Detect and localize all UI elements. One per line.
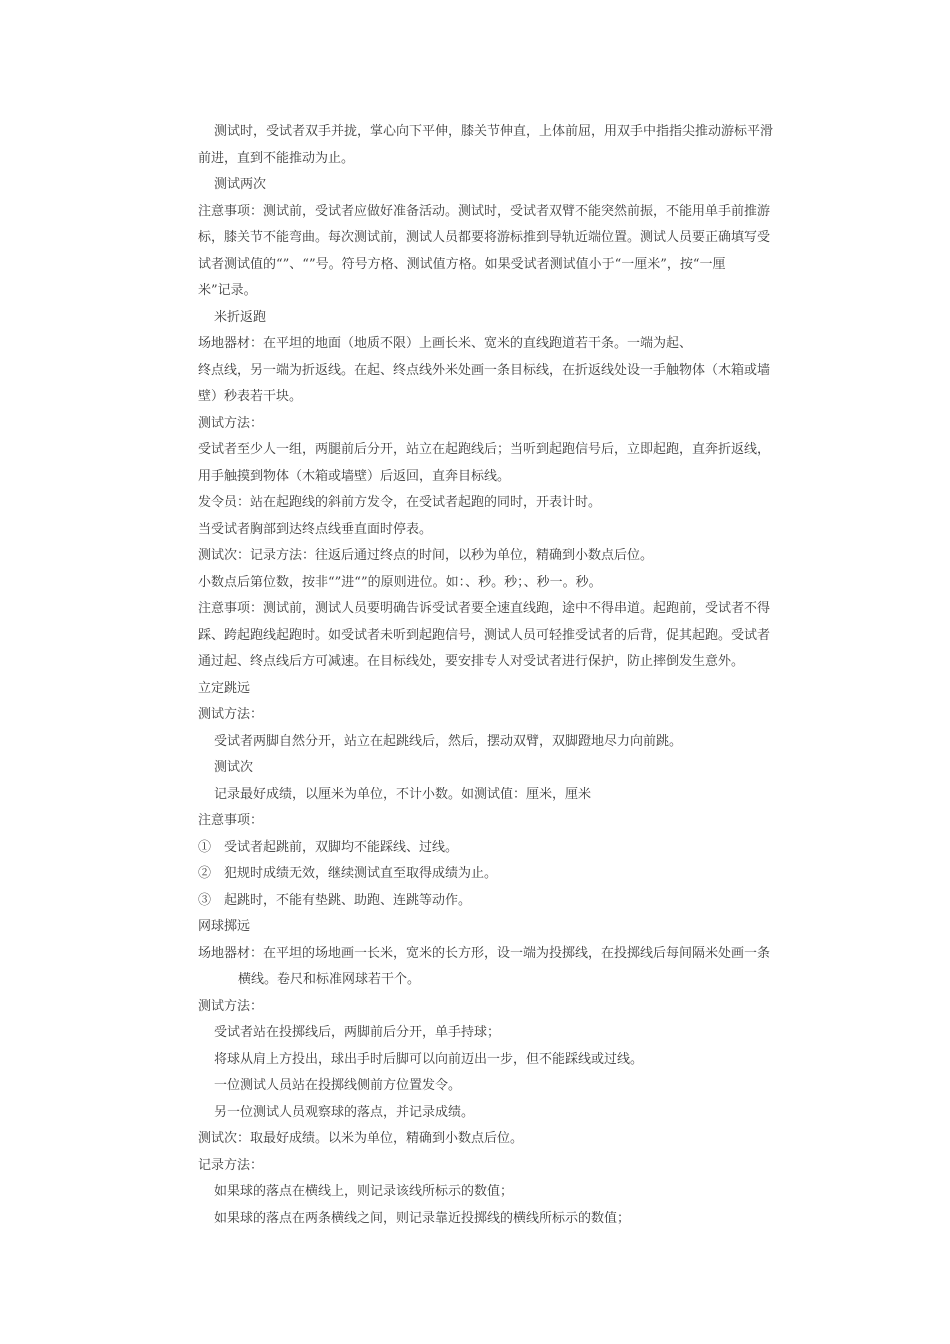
text-line: ③ 起跳时，不能有垫跳、助跑、连跳等动作。 xyxy=(198,892,472,908)
text-line: ② 犯规时成绩无效，继续测试直至取得成绩为止。 xyxy=(198,866,498,881)
text-line: 一位测试人员站在投掷线侧前方位置发令。 xyxy=(214,1078,462,1093)
text-line: 发令员：站在起跑线的斜前方发令，在受试者起跑的同时，开表计时。 xyxy=(198,495,602,510)
text-line: 受试者两脚自然分开，站立在起跳线后，然后，摆动双臂，双脚蹬地尽力向前跳。 xyxy=(214,733,683,749)
text-line: 场地器材：在平坦的场地画一长米，宽米的长方形，设一端为投掷线，在投掷线后每间隔米处画一条 xyxy=(198,945,771,961)
text-line: 注意事项：测试前，受试者应做好准备活动。测试时，受试者双臂不能突然前振，不能用单手前推游 xyxy=(198,203,771,219)
text-line: ① 受试者起跳前，双脚均不能踩线、过线。 xyxy=(198,839,459,855)
text-line: 壁）秒表若干块。 xyxy=(198,389,303,404)
text-line: 标，膝关节不能弯曲。每次测试前，测试人员都要将游标推到导轨近端位置。测试人员要正确填写受 xyxy=(198,230,771,245)
text-line: 注意事项： xyxy=(198,813,264,828)
text-line: 当受试者胸部到达终点线垂直面时停表。 xyxy=(198,521,433,537)
text-line: 踩、跨起跑线起跑时。如受试者未听到起跑信号，测试人员可轻推受试者的后背，促其起跑。受试者 xyxy=(198,627,771,643)
text-line: 用手触摸到物体（木箱或墙壁）后返回，直奔目标线。 xyxy=(198,468,511,484)
text-line: 注意事项：测试前，测试人员要明确告诉受试者要全速直线跑，途中不得串道。起跑前，受试者不得 xyxy=(198,601,771,616)
document-body xyxy=(198,119,810,1232)
text-line: 将球从肩上方投出，球出手时后脚可以向前迈出一步，但不能踩线或过线。 xyxy=(214,1051,644,1067)
text-line: 记录最好成绩，以厘米为单位，不计小数。如测试值：厘米，厘米 xyxy=(214,786,592,802)
text-line: 受试者站在投掷线后，两脚前后分开，单手持球； xyxy=(214,1025,501,1040)
text-line: 场地器材：在平坦的地面（地质不限）上画长米、宽米的直线跑道若干条。一端为起、 xyxy=(198,336,693,351)
text-line: 测试次：记录方法：往返后通过终点的时间，以秒为单位，精确到小数点后位。 xyxy=(198,548,654,563)
text-line: 立定跳远 xyxy=(198,680,251,696)
text-line: 测试方法： xyxy=(198,707,264,722)
text-line: 测试次 xyxy=(214,760,254,775)
text-line: 记录方法： xyxy=(198,1157,264,1173)
text-line: 测试方法： xyxy=(198,415,264,431)
text-line: 如果球的落点在两条横线之间，则记录靠近投掷线的横线所标示的数值； xyxy=(214,1210,631,1226)
text-line: 横线。卷尺和标准网球若干个。 xyxy=(238,972,421,987)
text-line: 另一位测试人员观察球的落点，并记录成绩。 xyxy=(214,1104,475,1120)
text-line: 测试次：取最好成绩。以米为单位，精确到小数点后位。 xyxy=(198,1131,524,1146)
text-line: 前进，直到不能推动为止。 xyxy=(198,150,355,166)
text-line: 试者测试值的“”、“”号。符号方格、测试值方格。如果受试者测试值小于“一厘米”，按“一厘 xyxy=(198,256,726,272)
text-line: 受试者至少人一组，两腿前后分开，站立在起跑线后；当听到起跑信号后，立即起跑，直奔折返线， xyxy=(198,442,771,457)
text-line: 测试方法： xyxy=(198,998,264,1014)
text-line: 测试时，受试者双手并拢，掌心向下平伸，膝关节伸直，上体前屈，用双手中指指尖推动游标平滑 xyxy=(214,124,774,139)
text-line: 测试两次 xyxy=(214,177,267,192)
text-line: 米折返跑 xyxy=(214,309,267,325)
text-line: 如果球的落点在横线上，则记录该线所标示的数值； xyxy=(214,1184,514,1199)
text-line: 米”记录。 xyxy=(198,283,257,298)
text-line: 终点线，另一端为折返线。在起、终点线外米处画一条目标线，在折返线处设一手触物体（木箱或墙 xyxy=(198,362,771,378)
text-line: 通过起、终点线后方可减速。在目标线处，要安排专人对受试者进行保护，防止摔倒发生意外。 xyxy=(198,654,745,669)
text-line: 网球掷远 xyxy=(198,919,251,934)
text-line: 小数点后第位数，按非“”进“”的原则进位。如：、秒。秒；、秒一。秒。 xyxy=(198,574,602,590)
